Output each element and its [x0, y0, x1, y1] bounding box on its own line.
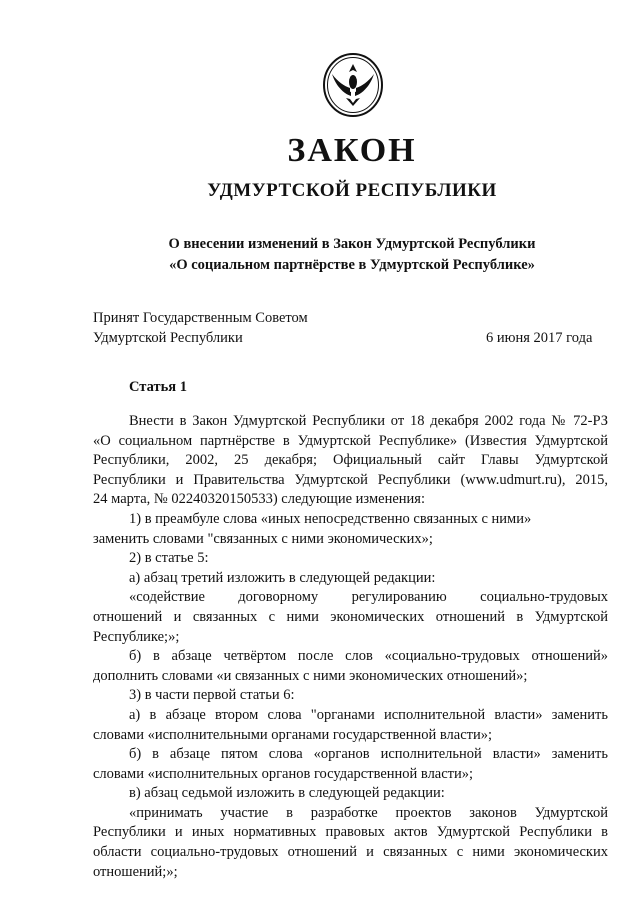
- text-line: 24 марта, № 02240320150533) следующие изменения:: [93, 491, 425, 508]
- adoption-line-1: Принят Государственным Советом: [93, 310, 308, 326]
- text-line: отношений и связанных с ними экономических отношений в Удмуртской: [93, 608, 608, 625]
- text-line: в) абзац седьмой изложить в следующей редакции:: [129, 785, 445, 802]
- document-title: ЗАКОН: [287, 132, 417, 169]
- text-line: Республики и Правительства Удмуртской Республики (www.udmurt.ru), 2015,: [93, 471, 608, 488]
- item-2-paragraph: [93, 549, 608, 569]
- text-line: «О социальном партнёрстве в Удмуртской Республике» (Известия Удмуртской: [93, 432, 608, 449]
- item-3b-paragraph: [93, 745, 608, 784]
- item-3c-paragraph: [93, 784, 608, 804]
- item-3-paragraph: [93, 686, 608, 706]
- law-name-line-1: О внесении изменений в Закон Удмуртской Республики: [168, 236, 536, 252]
- law-name-line-2: «О социальном партнёрстве в Удмуртской Республике»: [169, 257, 535, 273]
- text-line: 1) в преамбуле слова «иных непосредственно связанных с ними»: [129, 510, 532, 527]
- text-line: 3) в части первой статьи 6:: [129, 687, 295, 704]
- text-line: Внести в Закон Удмуртской Республики от 18 декабря 2002 года № 72-РЗ: [129, 413, 608, 429]
- text-line: а) абзац третий изложить в следующей редакции:: [129, 569, 436, 586]
- document-subtitle: УДМУРТСКОЙ РЕСПУБЛИКИ: [207, 180, 497, 201]
- text-line: 2) в статье 5:: [129, 550, 209, 567]
- text-line: а) в абзаце втором слова "органами исполнительной власти» заменить: [129, 706, 608, 723]
- text-line: «содействие договорному регулированию социально-трудовых: [129, 589, 608, 606]
- item-2b-paragraph: [93, 647, 608, 686]
- item-3c-quote-paragraph: [93, 804, 608, 882]
- text-line: дополнить словами «и связанных с ними экономических отношений»;: [93, 667, 528, 684]
- text-line: Республики и иных нормативных правовых актов Удмуртской Республики в: [93, 824, 608, 841]
- text-line: отношений;»;: [93, 863, 178, 880]
- text-line: б) в абзаце пятом слова «органов исполнительной власти» заменить: [129, 746, 608, 763]
- article-intro-paragraph: [93, 412, 608, 510]
- text-line: б) в абзаце четвёртом после слов «социально-трудовых отношений»: [129, 648, 608, 665]
- item-3a-paragraph: [93, 706, 608, 745]
- text-line: словами «исполнительными органами государственной власти»;: [93, 726, 493, 743]
- adoption-date: 6 июня 2017 года: [486, 330, 593, 346]
- text-line: словами «исполнительных органов государственной власти»;: [93, 765, 474, 782]
- udmurt-coat-of-arms-emblem: [322, 52, 384, 118]
- item-2a-paragraph: [93, 569, 608, 589]
- text-line: Республики, 2002, 25 декабря; Официальный сайт Главы Удмуртской: [93, 452, 608, 469]
- article-heading: Статья 1: [129, 379, 187, 395]
- item-2a-quote-paragraph: [93, 588, 608, 647]
- text-line: заменить словами "связанных с ними экономических»;: [93, 530, 433, 547]
- text-line: «принимать участие в разработке проектов законов Удмуртской: [129, 804, 608, 821]
- text-line: области социально-трудовых отношений и связанных с ними экономических: [93, 844, 608, 861]
- article-body: [93, 412, 608, 882]
- text-line: Республике;»;: [93, 628, 180, 645]
- item-1-paragraph: [93, 510, 608, 549]
- adoption-line-2: Удмуртской Республики: [93, 330, 243, 346]
